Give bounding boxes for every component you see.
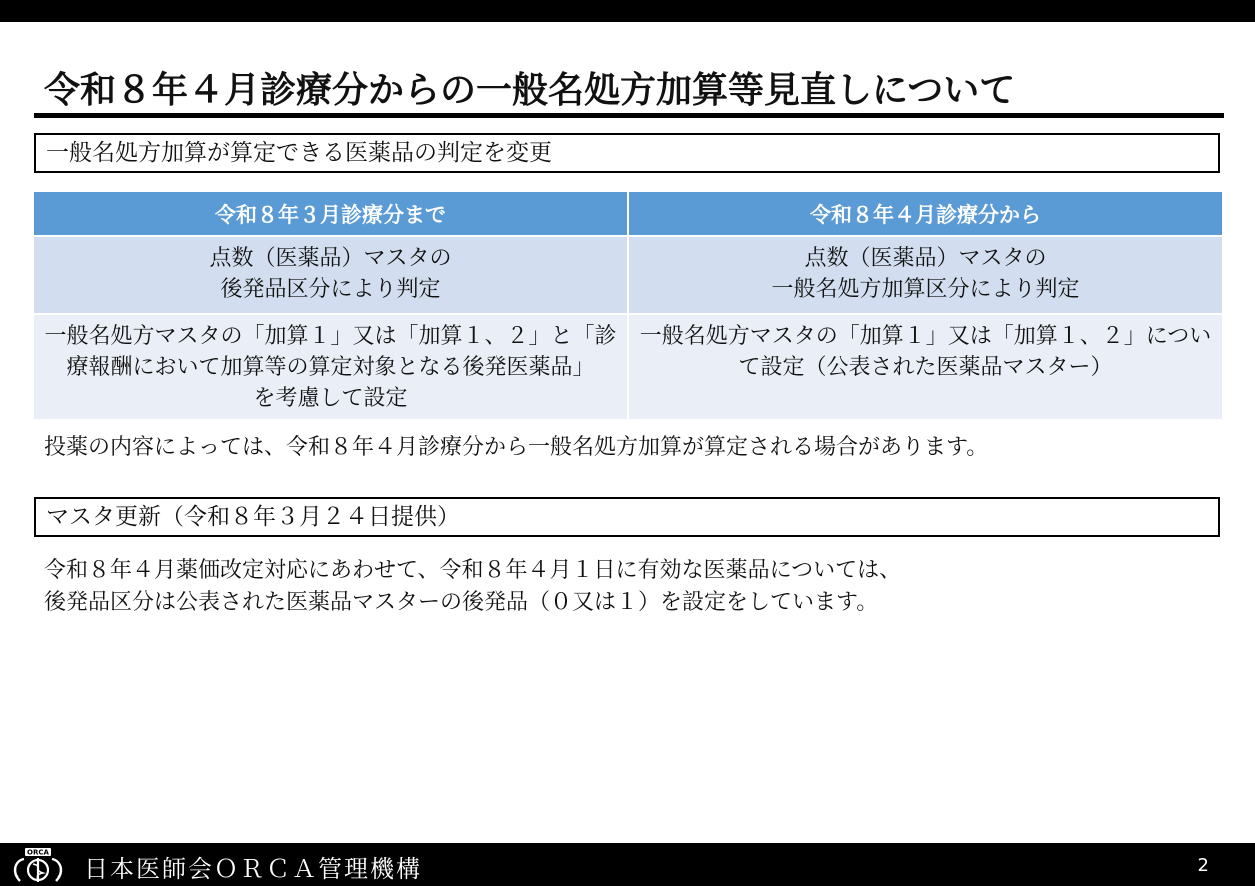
table-cell: 点数（医薬品）マスタの 一般名処方加算区分により判定 [628, 236, 1222, 314]
title-underline [34, 113, 1224, 118]
top-black-bar [0, 0, 1255, 22]
logo-text: ORCA [27, 848, 49, 857]
section-heading-box-1: 一般名処方加算が算定できる医薬品の判定を変更 [34, 133, 1220, 173]
table-cell: 点数（医薬品）マスタの 後発品区分により判定 [34, 236, 628, 314]
footer-bar [0, 843, 1255, 886]
table-cell: 一般名処方マスタの「加算１」又は「加算１、２」について設定（公表された医薬品マスター） [628, 314, 1222, 419]
page-number: 2 [1197, 855, 1209, 876]
orca-caduceus-logo-icon [6, 847, 70, 883]
organization-name: 日本医師会ＯＲＣＡ管理機構 [84, 855, 422, 883]
section-heading-box-2: マスタ更新（令和８年３月２４日提供） [34, 497, 1220, 537]
column-header-after: 令和８年４月診療分から [628, 192, 1222, 236]
slide-title: 令和８年４月診療分からの一般名処方加算等見直しについて [44, 70, 1016, 111]
table-row [34, 314, 1222, 419]
section2-body-text: 令和８年４月薬価改定対応にあわせて、令和８年４月１日に有効な医薬品については、 後発品区分は公表された医薬品マスターの後発品（０又は１）を設定をしています。 [44, 558, 902, 615]
table-header-row [34, 192, 1222, 236]
table-row [34, 236, 1222, 314]
column-header-before: 令和８年３月診療分まで [34, 192, 628, 236]
comparison-table [34, 192, 1222, 419]
table-cell: 一般名処方マスタの「加算１」又は「加算１、２」と「診療報酬において加算等の算定対象となる後発医薬品」 を考慮して設定 [34, 314, 628, 419]
section1-note: 投薬の内容によっては、令和８年４月診療分から一般名処方加算が算定される場合があります。 [44, 435, 989, 460]
